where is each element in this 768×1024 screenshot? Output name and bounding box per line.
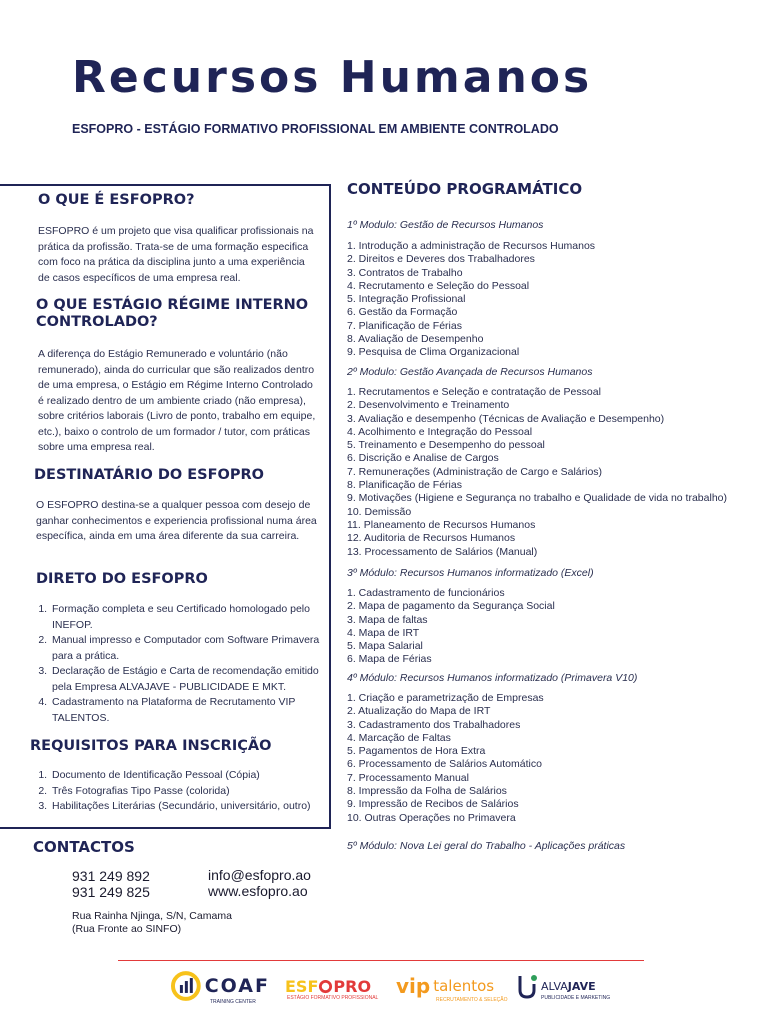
alvajave-subtitle: PUBLICIDADE E MARKETING: [541, 995, 611, 1001]
vip-wordmark: vip: [396, 974, 431, 998]
esfopro-logo: [285, 968, 385, 1004]
list-item: 3. Contratos de Trabalho: [347, 266, 463, 279]
module-title-1: 1º Modulo: Gestão de Recursos Humanos: [347, 219, 544, 231]
section-heading-what-is: O QUE É ESFOPRO?: [38, 192, 195, 208]
module-title-3: 3º Módulo: Recursos Humanos informatizado (Excel): [347, 567, 594, 579]
alvajave-wordmark-a: ALVA: [541, 979, 568, 993]
list-item: 6. Discrição e Analise de Cargos: [347, 452, 499, 465]
page-subtitle: ESFOPRO - ESTÁGIO FORMATIVO PROFISSIONAL EM AMBIENTE CONTROLADO: [72, 122, 559, 136]
coaf-wordmark: COAF: [204, 975, 270, 997]
section-heading-benefits: DIRETO DO ESFOPRO: [36, 571, 208, 587]
list-item: 5. Integração Profissional: [347, 293, 466, 306]
phone-number-1[interactable]: 931 249 892: [72, 868, 150, 884]
section-heading-requirements: REQUISITOS PARA INSCRIÇÃO: [30, 738, 272, 754]
section-text-what-is: ESFOPRO é um projeto que visa qualificar profissionais na prática da profissão. Trata-se de uma formação especifica com foco na prática da disciplina junto a uma experiência de casos específicos de uma empresa real.: [38, 225, 314, 284]
address-line-1: Rua Rainha Njinga, S/N, Camama: [72, 910, 232, 922]
requirements-list: [36, 768, 342, 815]
coaf-emblem-icon: [170, 970, 202, 1002]
program-content-heading: CONTEÚDO PROGRAMÁTICO: [347, 180, 583, 198]
list-item: 8. Planificação de Férias: [347, 479, 462, 492]
list-item: 3. Cadastramento dos Trabalhadores: [347, 718, 521, 731]
list-item: 4. Cadastramento na Plataforma de Recrutamento VIP TALENTOS.: [50, 695, 332, 726]
list-item: 5. Mapa Salarial: [347, 640, 423, 653]
module-title-4: 4º Módulo: Recursos Humanos informatizado (Primavera V10): [347, 672, 638, 684]
list-item: 9. Motivações (Higiene e Segurança no trabalho e Qualidade de vida no trabalho): [347, 492, 727, 505]
alvajave-logo: [516, 968, 611, 1004]
list-item: 11. Planeamento de Recursos Humanos: [347, 518, 536, 531]
module-1-items: [347, 240, 595, 360]
benefits-list: [36, 602, 332, 726]
list-item: 2. Atualização do Mapa de IRT: [347, 705, 491, 718]
list-item: 2. Direitos e Deveres dos Trabalhadores: [347, 253, 535, 266]
list-item: 6. Gestão da Formação: [347, 306, 458, 319]
list-item: 4. Marcação de Faltas: [347, 731, 451, 744]
website-link[interactable]: www.esfopro.ao: [208, 883, 308, 899]
list-item: 3. Declaração de Estágio e Carta de recomendação emitido pela Empresa ALVAJAVE - PUBLICIDADE E MKT.: [50, 664, 332, 695]
list-item: 2. Manual impresso e Computador com Software Primavera para a prática.: [50, 633, 332, 664]
talentos-wordmark: talentos: [433, 977, 495, 995]
list-item: 13. Processamento de Salários (Manual): [347, 545, 538, 558]
list-item: 2. Desenvolvimento e Treinamento: [347, 399, 510, 412]
esfopro-wordmark-a: ESF: [285, 976, 319, 996]
list-item: 9. Pesquisa de Clima Organizacional: [347, 346, 520, 359]
esfopro-wordmark-b: PRO: [333, 976, 372, 996]
list-item: 5. Pagamentos de Hora Extra: [347, 745, 486, 758]
list-item: 3. Habilitações Literárias (Secundário, universitário, outro): [50, 799, 342, 815]
coaf-logo: [170, 968, 270, 1004]
esfopro-ring-icon: [318, 979, 333, 994]
address-line-2: (Rua Fronte ao SINFO): [72, 923, 182, 935]
vip-subtitle: RECRUTAMENTO & SELEÇÃO: [436, 997, 508, 1003]
page-title: Recursos Humanos: [72, 52, 593, 103]
list-item: 1. Formação completa e seu Certificado homologado pelo INEFOP.: [50, 602, 332, 633]
list-item: 3. Mapa de faltas: [347, 613, 428, 626]
list-item: 1. Criação e parametrização de Empresas: [347, 692, 544, 704]
module-title-5: 5º Módulo: Nova Lei geral do Trabalho - Aplicações práticas: [347, 840, 626, 852]
footer-divider: [118, 960, 644, 961]
alvajave-wordmark-b: JAVE: [567, 979, 596, 993]
list-item: 1. Introdução a administração de Recursos Humanos: [347, 240, 596, 252]
list-item: 8. Avaliação de Desempenho: [347, 333, 484, 346]
contacts-heading: CONTACTOS: [33, 838, 135, 856]
list-item: 1. Cadastramento de funcionários: [347, 587, 505, 599]
phone-number-2[interactable]: 931 249 825: [72, 884, 150, 900]
list-item: 7. Planificação de Férias: [347, 319, 462, 332]
list-item: 12. Auditoria de Recursos Humanos: [347, 532, 516, 545]
list-item: 3. Avaliação e desempenho (Técnicas de Avaliação e Desempenho): [347, 412, 665, 425]
list-item: 6. Mapa de Férias: [347, 653, 432, 666]
list-item: 10. Outras Operações no Primavera: [347, 811, 516, 824]
list-item: 4. Recrutamento e Seleção do Pessoal: [347, 279, 530, 292]
list-item: 7. Processamento Manual: [347, 771, 469, 784]
list-item: 1. Recrutamentos e Seleção e contratação de Pessoal: [347, 386, 601, 398]
list-item: 4. Acolhimento e Integração do Pessoal: [347, 425, 533, 438]
section-text-target: O ESFOPRO destina-se a qualquer pessoa com desejo de ganhar conhecimentos e experiencia profissional numa área específica, ainda em uma área diferente da sua carreira.: [36, 499, 317, 542]
coaf-subtitle: TRAINING CENTER: [210, 999, 256, 1005]
list-item: 6. Processamento de Salários Automático: [347, 758, 542, 771]
email-link[interactable]: info@esfopro.ao: [208, 867, 311, 883]
alvajave-emblem-icon: [516, 972, 538, 1000]
module-4-items: [347, 692, 544, 825]
esfopro-subtitle: ESTÁGIO FORMATIVO PROFISSIONAL: [287, 995, 379, 1001]
section-heading-internal-regime: O QUE ESTÁGIO RÉGIME INTERNO CONTROLADO?: [36, 297, 309, 330]
list-item: 4. Mapa de IRT: [347, 626, 420, 639]
list-item: 9. Impressão de Recibos de Salários: [347, 798, 519, 811]
list-item: 2. Três Fotografias Tipo Passe (colorida): [50, 784, 342, 800]
list-item: 8. Impressão da Folha de Salários: [347, 785, 507, 798]
partner-logos: [0, 968, 768, 1008]
list-item: 5. Treinamento e Desempenho do pessoal: [347, 439, 545, 452]
section-heading-target: DESTINATÁRIO DO ESFOPRO: [34, 467, 264, 483]
vip-talentos-logo: [396, 968, 506, 1004]
list-item: 2. Mapa de pagamento da Segurança Social: [347, 600, 555, 613]
module-title-2: 2º Modulo: Gestão Avançada de Recursos Humanos: [347, 366, 593, 378]
list-item: 7. Remunerações (Administração de Cargo e Salários): [347, 465, 603, 478]
list-item: 10. Demissão: [347, 505, 412, 518]
section-text-internal-regime: A diferença do Estágio Remunerado e voluntário (não remunerado), ainda do curricular que são realizados dentro de uma empresa, o Estágio em Régime Interno Controlado é realizado dentro de um ambiente criado (não empresa), sobre critérios laborais (Livro de ponto, trabalho em equipe, etc.), baixo o controlo de um formador / tutor, com práticas sobre uma empresa real.: [38, 348, 316, 453]
module-2-items: [347, 386, 727, 559]
list-item: 1. Documento de Identificação Pessoal (Cópia): [50, 768, 342, 784]
module-3-items: [347, 587, 555, 667]
